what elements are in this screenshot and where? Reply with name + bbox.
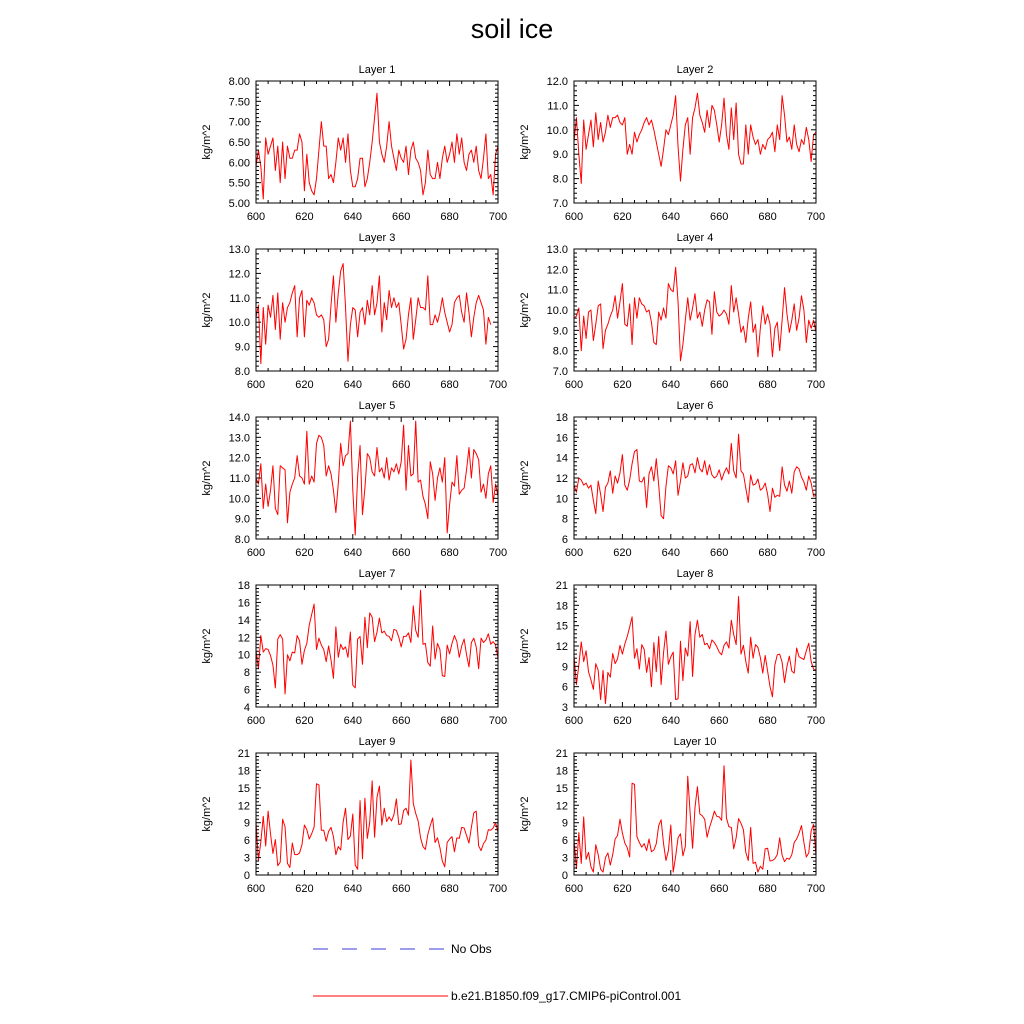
panel-title: Layer 4 [676, 232, 714, 244]
x-tick-label: 700 [806, 211, 826, 223]
y-tick-label: 18 [555, 600, 568, 613]
y-axis-label: kg/m^2 [201, 460, 213, 496]
x-tick-label: 680 [440, 883, 459, 895]
x-tick-label: 620 [295, 547, 314, 559]
series-line [574, 434, 816, 518]
panel-title: Layer 3 [358, 232, 396, 244]
y-tick-label: 18 [555, 765, 568, 778]
x-tick-label: 680 [758, 715, 777, 727]
panel-title: Layer 10 [673, 736, 717, 748]
x-tick-label: 620 [295, 379, 314, 391]
panel-title: Layer 9 [358, 736, 396, 748]
panel-layer-7 [201, 568, 507, 727]
x-tick-label: 680 [758, 547, 777, 559]
x-tick-label: 680 [440, 211, 459, 223]
x-tick-label: 700 [488, 883, 508, 895]
y-axis-label: kg/m^2 [519, 460, 531, 496]
y-tick-label: 9.0 [234, 341, 250, 354]
y-tick-label: 8 [561, 513, 568, 526]
y-tick-label: 12 [237, 632, 250, 645]
y-tick-label: 7.0 [552, 366, 568, 378]
x-tick-label: 680 [440, 715, 459, 727]
x-tick-label: 620 [613, 715, 632, 727]
y-tick-label: 3 [561, 702, 568, 714]
x-tick-label: 700 [806, 883, 826, 895]
y-tick-label: 14 [237, 614, 250, 627]
y-tick-label: 12 [237, 800, 250, 813]
x-tick-label: 600 [564, 715, 584, 727]
y-tick-label: 14 [555, 452, 568, 465]
x-tick-label: 680 [758, 883, 777, 895]
y-tick-label: 18 [555, 412, 568, 424]
y-tick-label: 18 [237, 580, 250, 592]
series-line [574, 766, 816, 872]
x-tick-label: 620 [295, 883, 314, 895]
y-axis-label: kg/m^2 [201, 124, 213, 160]
y-tick-label: 3 [243, 852, 250, 865]
y-axis-label: kg/m^2 [519, 796, 531, 832]
y-tick-label: 3 [561, 852, 568, 865]
x-tick-label: 600 [564, 547, 584, 559]
series-line [574, 597, 816, 704]
x-tick-label: 640 [343, 883, 362, 895]
y-tick-label: 18 [237, 765, 250, 778]
series-line [256, 760, 498, 869]
legend-label-1: No Obs [451, 942, 492, 956]
x-tick-label: 660 [392, 211, 411, 223]
y-tick-label: 8.0 [552, 345, 568, 358]
series-line [256, 421, 498, 535]
x-tick-label: 620 [613, 547, 632, 559]
x-tick-label: 660 [710, 211, 729, 223]
y-tick-label: 8.0 [552, 173, 568, 186]
y-tick-label: 9 [561, 817, 568, 830]
y-tick-label: 13.0 [228, 244, 250, 256]
y-tick-label: 12 [555, 800, 568, 813]
panel-title: Layer 8 [676, 568, 714, 580]
panel-layer-1 [201, 64, 507, 223]
panel-layer-8 [519, 568, 825, 727]
x-tick-label: 640 [343, 547, 362, 559]
x-tick-label: 640 [661, 715, 680, 727]
x-tick-label: 640 [343, 379, 362, 391]
y-tick-label: 0 [243, 870, 250, 882]
y-tick-label: 7.0 [552, 198, 568, 210]
y-tick-label: 7.00 [228, 116, 250, 129]
y-tick-label: 6.50 [228, 137, 250, 149]
y-tick-label: 5.50 [228, 177, 250, 190]
x-tick-label: 660 [710, 547, 729, 559]
x-tick-label: 600 [564, 883, 584, 895]
y-tick-label: 9 [561, 661, 568, 674]
y-axis-label: kg/m^2 [201, 292, 213, 328]
x-tick-label: 600 [246, 547, 266, 559]
y-tick-label: 10.0 [546, 124, 568, 137]
y-tick-label: 10.0 [228, 493, 250, 506]
y-tick-label: 15 [237, 782, 250, 795]
y-tick-label: 10.0 [228, 317, 250, 330]
y-tick-label: 5.00 [228, 198, 250, 210]
y-axis-label: kg/m^2 [519, 628, 531, 664]
y-tick-label: 8 [243, 667, 250, 680]
y-tick-label: 10.0 [546, 305, 568, 317]
y-tick-label: 9 [243, 817, 250, 830]
legend [313, 942, 681, 1003]
x-tick-label: 640 [343, 715, 362, 727]
y-tick-label: 6 [243, 684, 250, 697]
x-tick-label: 660 [392, 715, 411, 727]
y-tick-label: 15 [555, 782, 568, 795]
y-tick-label: 6 [561, 534, 568, 546]
y-tick-label: 0 [561, 870, 568, 882]
plot-frame [574, 585, 816, 707]
panel-title: Layer 6 [676, 400, 714, 412]
y-tick-label: 6 [243, 835, 250, 848]
y-tick-label: 13.0 [228, 432, 250, 445]
x-tick-label: 600 [246, 379, 266, 391]
y-tick-label: 16 [237, 597, 250, 610]
x-tick-label: 620 [613, 379, 632, 391]
x-tick-label: 660 [392, 379, 411, 391]
x-tick-label: 600 [564, 379, 584, 391]
y-tick-label: 13.0 [546, 244, 568, 256]
x-tick-label: 700 [488, 715, 508, 727]
y-tick-label: 9.0 [552, 325, 568, 338]
panel-layer-3 [201, 232, 507, 391]
series-line [574, 267, 816, 361]
y-tick-label: 10 [555, 493, 568, 506]
x-tick-label: 600 [564, 211, 584, 223]
y-tick-label: 21 [555, 580, 568, 592]
y-tick-label: 16 [555, 432, 568, 445]
y-tick-label: 12 [555, 641, 568, 653]
x-tick-label: 680 [758, 211, 777, 223]
x-tick-label: 700 [806, 715, 826, 727]
y-tick-label: 7.50 [228, 96, 250, 109]
panel-layer-9 [201, 736, 507, 895]
y-tick-label: 4 [243, 702, 250, 714]
plot-frame [256, 417, 498, 539]
x-tick-label: 620 [295, 715, 314, 727]
panel-title: Layer 2 [676, 64, 714, 76]
y-tick-label: 12 [555, 473, 568, 485]
y-tick-label: 12.0 [546, 76, 568, 88]
x-tick-label: 700 [806, 379, 826, 391]
x-tick-label: 640 [661, 883, 680, 895]
x-tick-label: 640 [661, 547, 680, 559]
x-tick-label: 680 [440, 547, 459, 559]
x-tick-label: 600 [246, 715, 266, 727]
x-tick-label: 640 [343, 211, 362, 223]
y-tick-label: 11.0 [229, 292, 250, 305]
x-tick-label: 640 [661, 379, 680, 391]
x-tick-label: 600 [246, 883, 266, 895]
y-tick-label: 9.0 [552, 149, 568, 162]
y-axis-label: kg/m^2 [519, 124, 531, 160]
panel-title: Layer 1 [358, 64, 396, 76]
legend-label-2: b.e21.B1850.f09_g17.CMIP6-piControl.001 [451, 989, 682, 1003]
x-tick-label: 620 [295, 211, 314, 223]
y-tick-label: 11.0 [229, 473, 250, 485]
x-tick-label: 660 [710, 883, 729, 895]
x-tick-label: 620 [613, 211, 632, 223]
y-tick-label: 8.00 [228, 76, 250, 88]
y-tick-label: 12.0 [228, 268, 250, 281]
x-tick-label: 700 [806, 547, 826, 559]
panel-layer-10 [519, 736, 825, 895]
x-tick-label: 700 [488, 211, 508, 223]
figure-title: soil ice [470, 14, 554, 44]
x-tick-label: 660 [392, 883, 411, 895]
y-tick-label: 11.0 [547, 100, 568, 113]
y-tick-label: 11.0 [547, 284, 568, 297]
x-tick-label: 680 [440, 379, 459, 391]
y-tick-label: 6 [561, 835, 568, 848]
series-line [256, 590, 498, 694]
y-tick-label: 8.0 [234, 366, 250, 378]
plot-frame [574, 417, 816, 539]
x-tick-label: 700 [488, 379, 508, 391]
panel-layer-5 [201, 400, 507, 559]
series-line [574, 93, 816, 183]
x-tick-label: 600 [246, 211, 266, 223]
y-tick-label: 12.0 [228, 452, 250, 465]
y-tick-label: 6 [561, 681, 568, 694]
panels-group [201, 64, 825, 895]
panel-title: Layer 5 [358, 400, 396, 412]
plot-frame [574, 81, 816, 203]
y-tick-label: 21 [237, 748, 250, 760]
x-tick-label: 660 [710, 715, 729, 727]
x-tick-label: 680 [758, 379, 777, 391]
x-tick-label: 660 [710, 379, 729, 391]
y-axis-label: kg/m^2 [201, 628, 213, 664]
x-tick-label: 640 [661, 211, 680, 223]
plot-frame [256, 753, 498, 875]
panel-layer-6 [519, 400, 825, 559]
y-tick-label: 6.00 [228, 157, 250, 170]
y-tick-label: 21 [555, 748, 568, 760]
y-axis-label: kg/m^2 [519, 292, 531, 328]
panel-title: Layer 7 [358, 568, 396, 580]
y-axis-label: kg/m^2 [201, 796, 213, 832]
x-tick-label: 620 [613, 883, 632, 895]
y-tick-label: 14.0 [228, 412, 250, 424]
y-tick-label: 15 [555, 620, 568, 633]
x-tick-label: 660 [392, 547, 411, 559]
y-tick-label: 12.0 [546, 264, 568, 277]
panel-layer-2 [519, 64, 825, 223]
panel-layer-4 [519, 232, 825, 391]
y-tick-label: 10 [237, 649, 250, 662]
series-line [256, 93, 498, 199]
x-tick-label: 700 [488, 547, 508, 559]
series-line [256, 264, 491, 364]
y-tick-label: 9.0 [234, 513, 250, 526]
y-tick-label: 8.0 [234, 534, 250, 546]
plot-frame [574, 249, 816, 371]
